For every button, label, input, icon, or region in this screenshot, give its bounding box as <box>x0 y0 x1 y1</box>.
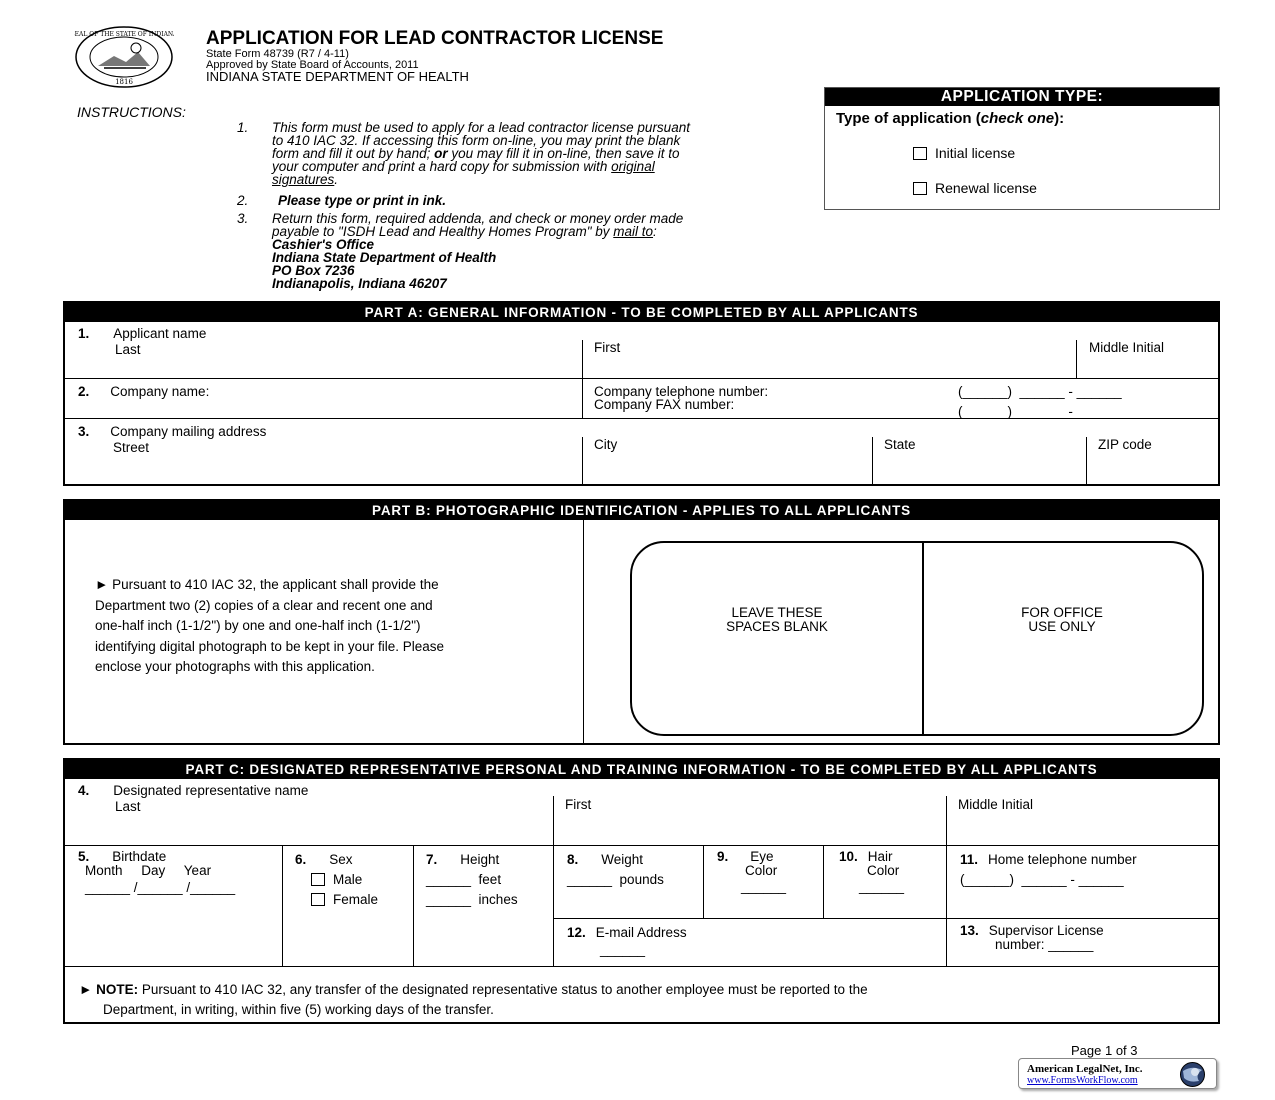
city-field[interactable]: City <box>594 437 618 452</box>
applicant-first-name-field[interactable]: First <box>594 340 621 355</box>
globe-icon <box>1179 1061 1206 1088</box>
eye-color-field[interactable]: 9. Eye Color ______ <box>717 849 787 894</box>
company-name-field[interactable]: 2. Company name: <box>78 384 210 399</box>
representative-first-name-field[interactable]: First <box>565 797 592 812</box>
female-option[interactable]: Female <box>311 890 378 910</box>
agency-name: INDIANA STATE DEPARTMENT OF HEALTH <box>206 69 469 84</box>
part-a-header: PART A: GENERAL INFORMATION - TO BE COMPLETED BY ALL APPLICANTS <box>65 303 1218 322</box>
company-fax-input[interactable]: (______) ______ - ______ <box>958 404 1122 419</box>
legalnet-badge <box>1018 1058 1217 1089</box>
height-field[interactable]: 7. Height ______ feet ______ inches <box>426 852 518 907</box>
hair-color-field[interactable]: 10. Hair Color ______ <box>839 849 905 894</box>
initial-license-checkbox[interactable] <box>913 147 927 160</box>
supervisor-license-field[interactable]: 13. Supervisor License number: ______ <box>960 923 1104 952</box>
photo-area <box>630 541 1204 736</box>
application-type-prompt: Type of application (check one): <box>836 110 1065 127</box>
sex-field: 6. Sex Male Female <box>295 850 378 910</box>
legalnet-brand: American LegalNet, Inc. <box>1027 1063 1143 1075</box>
male-option[interactable]: Male <box>311 870 378 890</box>
part-b-header: PART B: PHOTOGRAPHIC IDENTIFICATION - APPLIES TO ALL APPLICANTS <box>65 501 1218 520</box>
svg-text:1816: 1816 <box>115 78 133 86</box>
company-phone-input[interactable]: (______) ______ - ______ <box>958 384 1122 399</box>
transfer-note: ► NOTE: Pursuant to 410 IAC 32, any transfer of the designated representative status to another employee must be reported to the Department, in writing, within five (5) working days of the transfer. <box>79 982 868 1017</box>
instructions-heading: INSTRUCTIONS: <box>77 104 186 120</box>
state-seal <box>74 26 174 88</box>
approval-note: Approved by State Board of Accounts, 2011 <box>206 59 419 71</box>
renewal-license-option[interactable]: Renewal license <box>913 180 1037 196</box>
part-b-section <box>63 499 1220 745</box>
part-c-header: PART C: DESIGNATED REPRESENTATIVE PERSONAL AND TRAINING INFORMATION - TO BE COMPLETED BY ALL APPLICANTS <box>65 760 1218 779</box>
company-phone-label: Company telephone number: <box>594 384 769 399</box>
company-fax-label: Company FAX number: <box>594 397 735 412</box>
photo-instructions: ► Pursuant to 410 IAC 32, the applicant shall provide the Department two (2) copies of a clear and recent one and one-half inch (1-1/2") by one and one-half inch (1-1/2") identifying digital photograph to be kept in your file. Please enclose your photographs with this application. <box>95 577 444 674</box>
application-type-box <box>824 87 1220 210</box>
state-field[interactable]: State <box>884 437 916 452</box>
applicant-middle-initial-field[interactable]: Middle Initial <box>1089 340 1165 355</box>
company-address-field[interactable]: 3. Company mailing address Street <box>78 424 267 455</box>
svg-text:SEAL OF THE STATE OF INDIANA: SEAL OF THE STATE OF INDIANA <box>74 31 174 38</box>
renewal-license-checkbox[interactable] <box>913 182 927 195</box>
part-a-section <box>63 301 1220 486</box>
form-title: APPLICATION FOR LEAD CONTRACTOR LICENSE <box>206 28 664 49</box>
home-phone-field[interactable]: 11. Home telephone number (______) ______ - ______ <box>960 852 1137 887</box>
leave-blank-label: LEAVE THESE SPACES BLANK <box>726 605 828 634</box>
female-checkbox[interactable] <box>311 893 325 906</box>
initial-license-option[interactable]: Initial license <box>913 145 1015 161</box>
email-field[interactable]: 12. E-mail Address ______ <box>567 925 687 957</box>
representative-name-field[interactable]: 4. Designated representative name Last <box>78 783 309 814</box>
form-number: State Form 48739 (R7 / 4-11) <box>206 48 349 60</box>
legalnet-url[interactable]: www.FormsWorkFlow.com <box>1027 1075 1138 1086</box>
application-type-heading: APPLICATION TYPE: <box>825 88 1219 106</box>
male-checkbox[interactable] <box>311 873 325 886</box>
applicant-name-field[interactable]: 1. Applicant name Last <box>78 326 207 357</box>
representative-middle-initial-field[interactable]: Middle Initial <box>958 797 1034 812</box>
instructions-list: 1. This form must be used to apply for a lead contractor license pursuant to 410 IAC 32. If accessing this form on-line, you may print the blank form and fill it out by hand; or you may fill it in on-line, then save it to your computer and print a hard copy for submission with original signatures. 2. Please type or print in ink. 3. Return this form, required addenda, and check or money order made payable to "ISDH Lead and Healthy Homes Program" by mail to: Cashier's Office Indiana State Department of Health PO Box 7236 Indianapolis, Indiana 46207 <box>237 120 690 291</box>
part-c-section <box>63 758 1220 1024</box>
weight-field[interactable]: 8. Weight ______ pounds <box>567 852 664 887</box>
zip-code-field[interactable]: ZIP code <box>1098 437 1152 452</box>
birthdate-field[interactable]: 5. Birthdate Month Day Year ______ /______ /______ <box>78 849 236 895</box>
office-use-label: FOR OFFICE USE ONLY <box>1021 605 1103 634</box>
page-number: Page 1 of 3 <box>1071 1043 1138 1058</box>
